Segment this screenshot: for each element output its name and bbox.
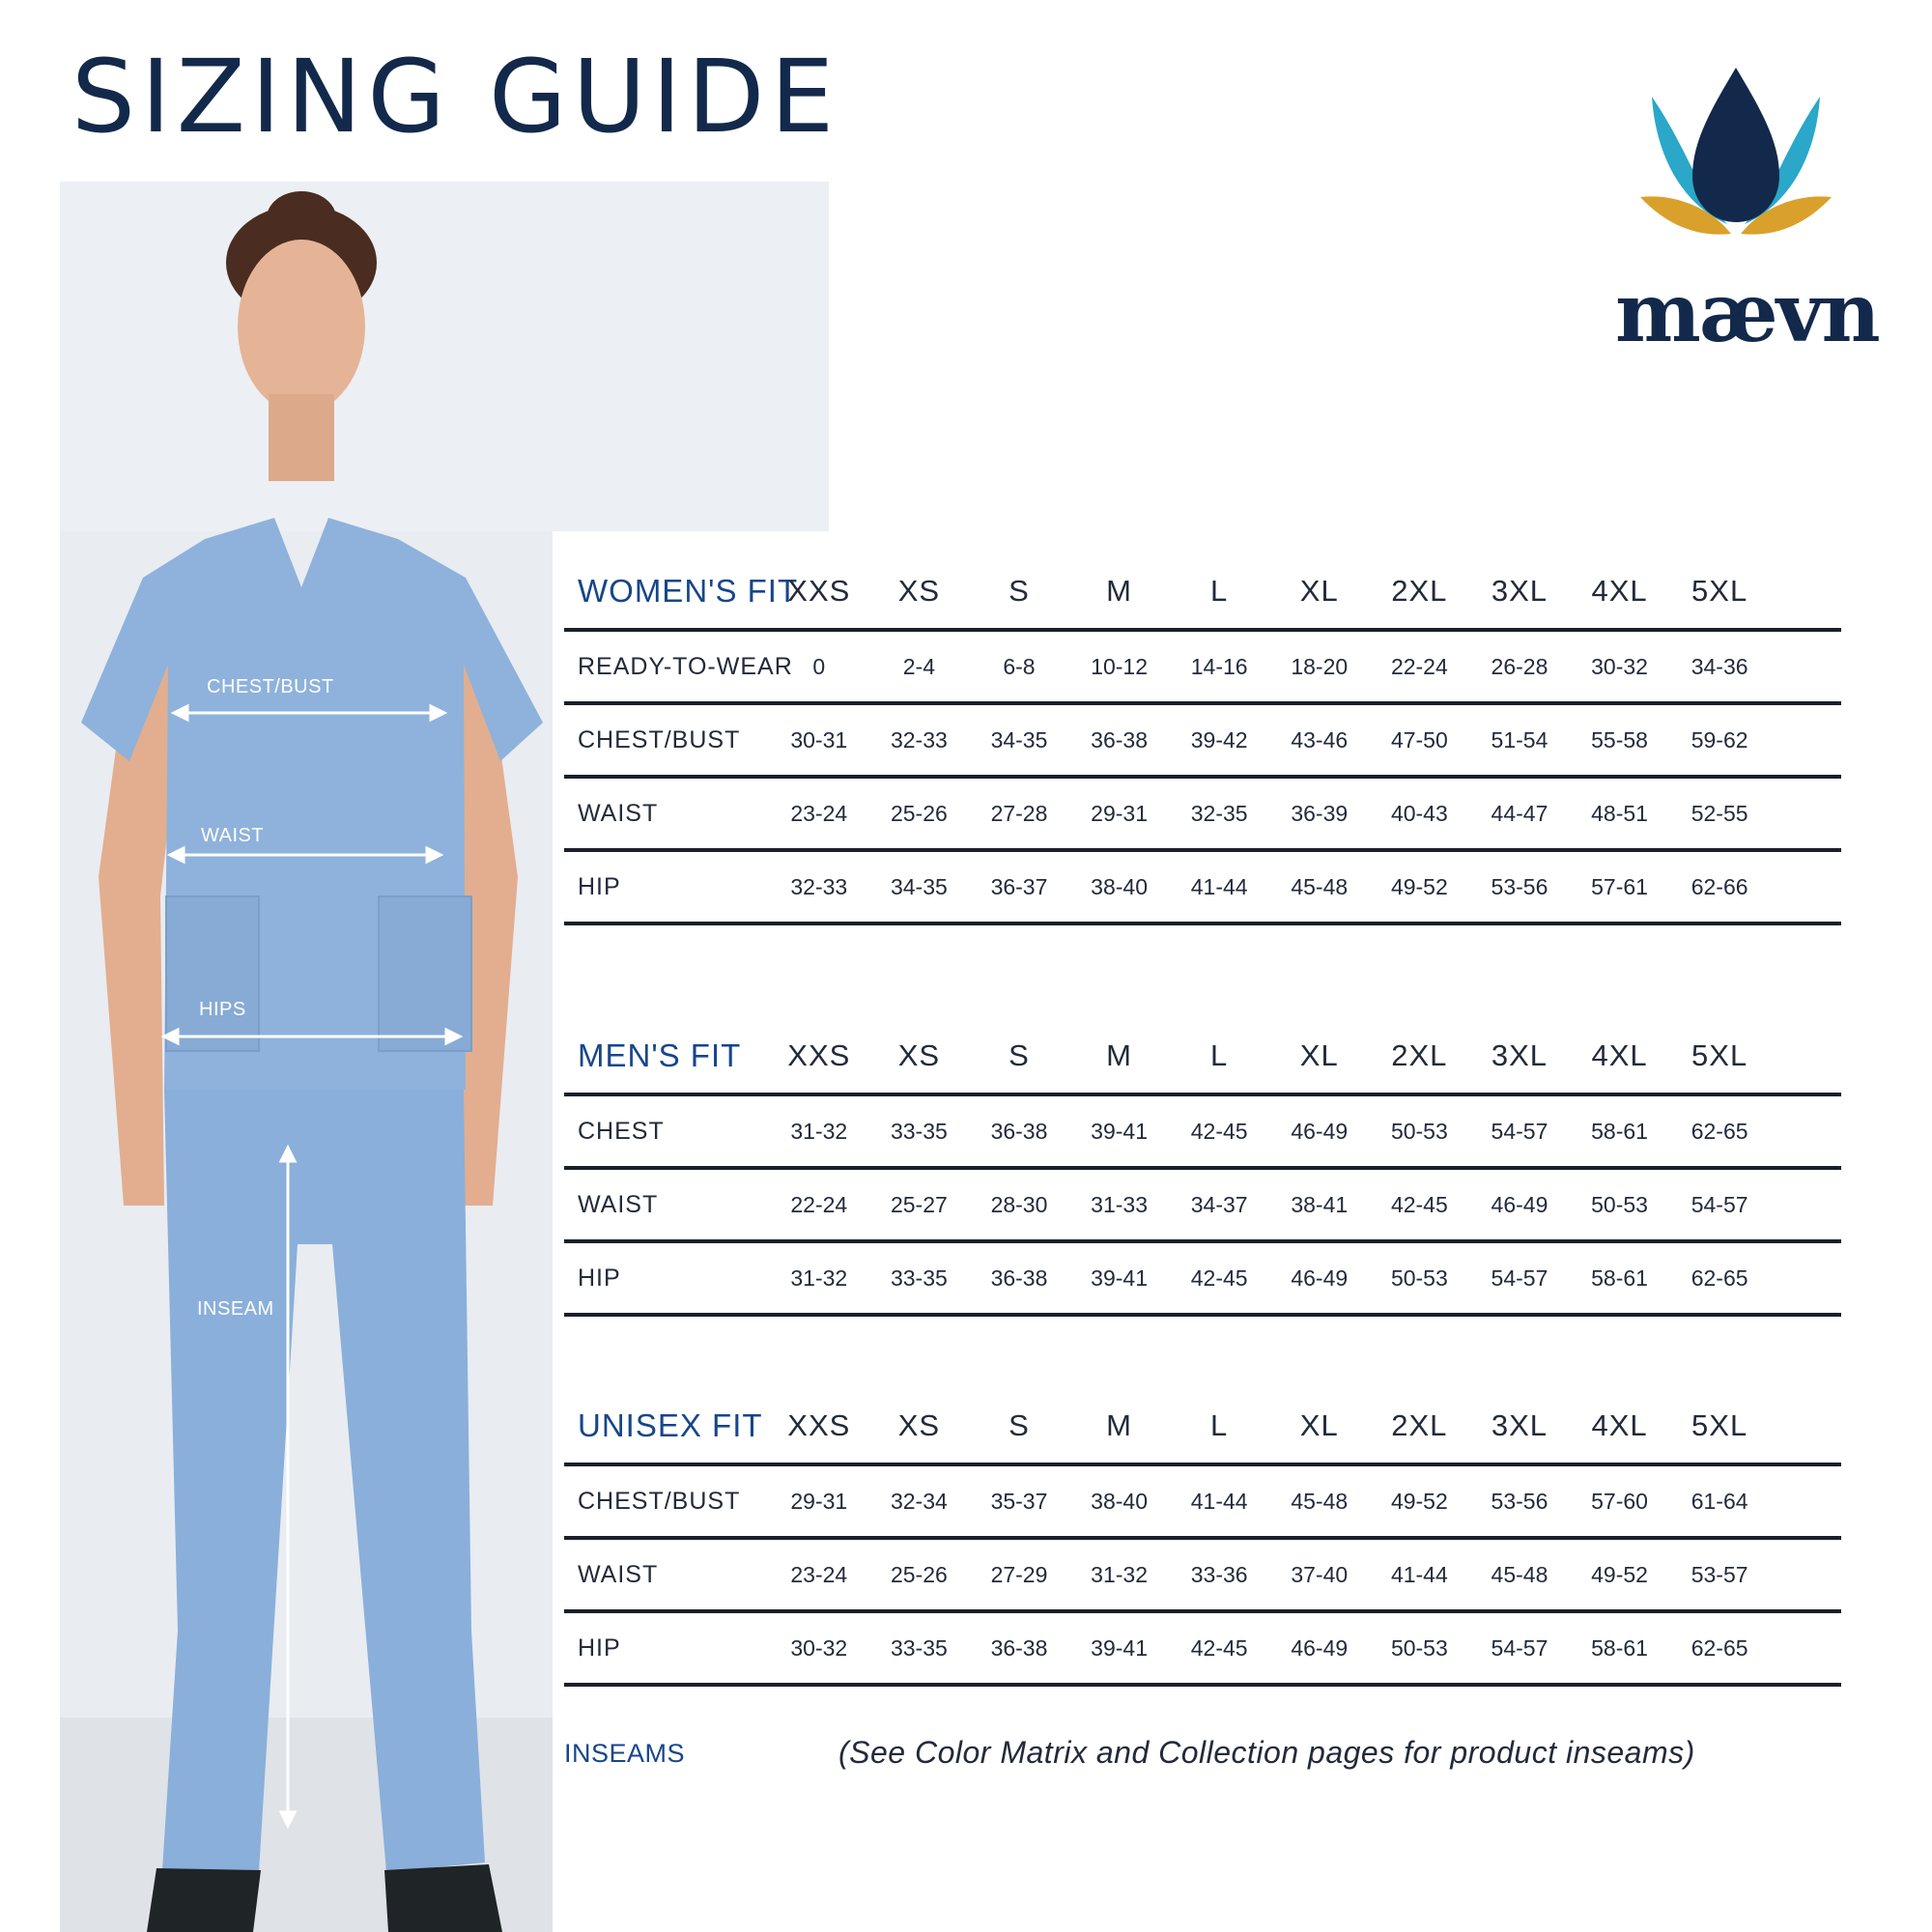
table-cell: 46-49	[1291, 1264, 1349, 1291]
table-cell: 42-45	[1190, 1118, 1248, 1144]
size-header-cell: 2XL	[1391, 1038, 1448, 1072]
table-cell: 36-37	[990, 873, 1048, 899]
table-cell: 36-38	[1091, 726, 1148, 753]
size-header-cell: XXS	[787, 574, 851, 608]
table-cell: 34-35	[990, 726, 1048, 753]
size-header-cell: S	[1009, 574, 1030, 608]
size-header-cell: 2XL	[1391, 574, 1448, 608]
table-cell: 26-28	[1491, 653, 1548, 679]
table-cell: 36-38	[990, 1118, 1048, 1144]
table-row	[564, 1540, 1841, 1613]
table-cell: 38-40	[1091, 873, 1148, 899]
table-cell: 57-61	[1591, 873, 1648, 899]
table-cell: 42-45	[1190, 1264, 1248, 1291]
table-cell: 44-47	[1491, 800, 1548, 826]
table-cell: 35-37	[990, 1488, 1048, 1514]
table-cell: 14-16	[1190, 653, 1248, 679]
table-cell: 22-24	[1390, 653, 1448, 679]
row-label: READY-TO-WEAR	[578, 652, 793, 680]
table-cell: 34-36	[1690, 653, 1748, 679]
table-cell: 53-56	[1491, 1488, 1548, 1514]
table-cell: 46-49	[1291, 1118, 1349, 1144]
size-header-cell: 4XL	[1591, 1038, 1648, 1072]
table-cell: 45-48	[1291, 1488, 1349, 1514]
table-cell: 33-35	[890, 1264, 948, 1291]
row-values	[769, 874, 1770, 900]
table-cell: 45-48	[1491, 1561, 1548, 1587]
table-cell: 41-44	[1390, 1561, 1448, 1587]
table-cell: 2-4	[902, 653, 936, 679]
table-header-row	[564, 554, 1841, 632]
size-header-cell: S	[1009, 1408, 1030, 1442]
table-cell: 25-26	[890, 1561, 948, 1587]
table-cell: 32-33	[890, 726, 948, 753]
row-values	[769, 1192, 1770, 1218]
table-cell: 49-52	[1591, 1561, 1648, 1587]
table-cell: 46-49	[1291, 1634, 1349, 1661]
table-cell: 45-48	[1291, 873, 1349, 899]
row-values	[769, 1119, 1770, 1145]
size-header-cell: XXS	[787, 1038, 851, 1072]
model-photo	[60, 182, 556, 1932]
size-header-cell: S	[1009, 1038, 1030, 1072]
table-cell: 6-8	[1003, 653, 1036, 679]
size-header-cell: XL	[1299, 1408, 1339, 1442]
row-label: HIP	[578, 1264, 621, 1292]
size-header-cell: XS	[897, 1408, 941, 1442]
table-cell: 50-53	[1390, 1634, 1448, 1661]
table-cell: 36-39	[1291, 800, 1349, 826]
table-cell: 32-34	[890, 1488, 948, 1514]
table-cell: 27-28	[990, 800, 1048, 826]
table-row	[564, 1170, 1841, 1243]
table-cell: 31-32	[1091, 1561, 1148, 1587]
size-header-cell: 3XL	[1491, 1408, 1548, 1442]
size-headers	[769, 1038, 1770, 1073]
table-cell: 33-36	[1190, 1561, 1248, 1587]
table-row	[564, 1243, 1841, 1317]
table-cell: 54-57	[1690, 1191, 1748, 1217]
size-header-cell: M	[1106, 1408, 1132, 1442]
table-cell: 58-61	[1591, 1264, 1648, 1291]
row-values	[769, 1489, 1770, 1515]
waist-measure-label: WAIST	[201, 825, 265, 846]
table-cell: 52-55	[1690, 800, 1748, 826]
table-cell: 38-40	[1091, 1488, 1148, 1514]
size-headers	[769, 574, 1770, 609]
table-cell: 29-31	[1091, 800, 1148, 826]
inseam-measure-label: INSEAM	[197, 1298, 274, 1320]
maevn-logo	[1615, 62, 1879, 360]
table-row	[564, 705, 1841, 779]
inseams-label: INSEAMS	[564, 1739, 686, 1768]
table-row	[564, 779, 1841, 852]
row-label: CHEST/BUST	[578, 1487, 741, 1515]
row-label: WAIST	[578, 799, 659, 827]
table-cell: 39-42	[1190, 726, 1248, 753]
table-cell: 25-26	[890, 800, 948, 826]
size-header-cell: 3XL	[1491, 1038, 1548, 1072]
hips-measure-label: HIPS	[199, 999, 246, 1020]
table-cell: 50-53	[1390, 1264, 1448, 1291]
size-header-cell: M	[1106, 574, 1132, 608]
table-cell: 36-38	[990, 1264, 1048, 1291]
table-cell: 61-64	[1690, 1488, 1748, 1514]
size-header-cell: 4XL	[1591, 574, 1648, 608]
table-row	[564, 1613, 1841, 1687]
table-cell: 41-44	[1190, 1488, 1248, 1514]
table-cell: 34-35	[890, 873, 948, 899]
table-row	[564, 1466, 1841, 1540]
size-header-cell: M	[1106, 1038, 1132, 1072]
table-cell: 36-38	[990, 1634, 1048, 1661]
table-cell: 37-40	[1291, 1561, 1349, 1587]
size-header-cell: 5XL	[1691, 574, 1748, 608]
table-cell: 42-45	[1390, 1191, 1448, 1217]
size-header-cell: XL	[1299, 574, 1339, 608]
table-cell: 22-24	[790, 1191, 848, 1217]
table-cell: 25-27	[890, 1191, 948, 1217]
table-cell: 62-65	[1690, 1634, 1748, 1661]
row-values	[769, 1635, 1770, 1662]
table-cell: 30-31	[790, 726, 848, 753]
table-cell: 49-52	[1390, 873, 1448, 899]
table-cell: 42-45	[1190, 1634, 1248, 1661]
row-label: HIP	[578, 872, 621, 900]
size-header-cell: L	[1210, 574, 1229, 608]
table-cell: 39-41	[1091, 1264, 1148, 1291]
chest-bust-measure-label: CHEST/BUST	[207, 676, 334, 697]
table-cell: 10-12	[1091, 653, 1148, 679]
size-header-cell: XS	[897, 574, 941, 608]
table-cell: 41-44	[1190, 873, 1248, 899]
table-cell: 39-41	[1091, 1634, 1148, 1661]
row-label: CHEST	[578, 1117, 665, 1145]
table-cell: 46-49	[1491, 1191, 1548, 1217]
row-values	[769, 801, 1770, 827]
table-cell: 38-41	[1291, 1191, 1349, 1217]
table-cell: 32-35	[1190, 800, 1248, 826]
womens-fit-table	[564, 554, 1841, 925]
table-cell: 33-35	[890, 1634, 948, 1661]
table-cell: 54-57	[1491, 1634, 1548, 1661]
table-cell: 18-20	[1291, 653, 1349, 679]
table-cell: 33-35	[890, 1118, 948, 1144]
size-header-cell: 2XL	[1391, 1408, 1448, 1442]
table-cell: 32-33	[790, 873, 848, 899]
table-cell: 30-32	[790, 1634, 848, 1661]
page-title: SIZING GUIDE	[71, 38, 840, 156]
table-cell: 58-61	[1591, 1118, 1648, 1144]
table-cell: 50-53	[1390, 1118, 1448, 1144]
table-cell: 53-57	[1690, 1561, 1748, 1587]
table-cell: 57-60	[1591, 1488, 1648, 1514]
table-cell: 55-58	[1591, 726, 1648, 753]
table-title: MEN'S FIT	[578, 1037, 742, 1073]
table-cell: 31-32	[790, 1264, 848, 1291]
unisex-fit-table	[564, 1389, 1841, 1687]
lotus-icon	[1615, 62, 1857, 265]
table-cell: 54-57	[1491, 1118, 1548, 1144]
table-header-row	[564, 1389, 1841, 1466]
table-cell: 23-24	[790, 800, 848, 826]
row-values	[769, 727, 1770, 753]
row-values	[769, 1265, 1770, 1292]
table-cell: 40-43	[1390, 800, 1448, 826]
table-cell: 50-53	[1591, 1191, 1648, 1217]
table-cell: 23-24	[790, 1561, 848, 1587]
table-cell: 29-31	[790, 1488, 848, 1514]
table-cell: 58-61	[1591, 1634, 1648, 1661]
size-headers	[769, 1408, 1770, 1443]
size-header-cell: 3XL	[1491, 574, 1548, 608]
table-cell: 54-57	[1491, 1264, 1548, 1291]
mens-fit-table	[564, 1019, 1841, 1317]
table-cell: 62-65	[1690, 1118, 1748, 1144]
table-row	[564, 852, 1841, 925]
row-values	[769, 654, 1770, 680]
table-cell: 39-41	[1091, 1118, 1148, 1144]
size-header-cell: XL	[1299, 1038, 1339, 1072]
row-label: WAIST	[578, 1560, 659, 1588]
table-cell: 31-33	[1091, 1191, 1148, 1217]
size-header-cell: XXS	[787, 1408, 851, 1442]
table-cell: 27-29	[990, 1561, 1048, 1587]
row-label: WAIST	[578, 1190, 659, 1218]
table-cell: 34-37	[1190, 1191, 1248, 1217]
table-cell: 49-52	[1390, 1488, 1448, 1514]
table-cell: 62-66	[1690, 873, 1748, 899]
size-header-cell: L	[1210, 1408, 1229, 1442]
table-header-row	[564, 1019, 1841, 1096]
table-cell: 31-32	[790, 1118, 848, 1144]
brand-wordmark: mævn	[1615, 265, 1879, 360]
size-header-cell: 5XL	[1691, 1408, 1748, 1442]
row-label: CHEST/BUST	[578, 725, 741, 753]
table-cell: 62-65	[1690, 1264, 1748, 1291]
table-cell: 48-51	[1591, 800, 1648, 826]
size-header-cell: L	[1210, 1038, 1229, 1072]
inseams-note: (See Color Matrix and Collection pages for product inseams)	[838, 1735, 1695, 1770]
table-cell: 47-50	[1390, 726, 1448, 753]
table-row	[564, 632, 1841, 705]
table-cell: 59-62	[1690, 726, 1748, 753]
table-cell: 30-32	[1591, 653, 1648, 679]
size-header-cell: 5XL	[1691, 1038, 1748, 1072]
table-title: WOMEN'S FIT	[578, 573, 799, 609]
table-cell: 53-56	[1491, 873, 1548, 899]
size-header-cell: 4XL	[1591, 1408, 1648, 1442]
row-values	[769, 1562, 1770, 1588]
table-cell: 43-46	[1291, 726, 1349, 753]
table-row	[564, 1096, 1841, 1170]
size-header-cell: XS	[897, 1038, 941, 1072]
table-title: UNISEX FIT	[578, 1407, 763, 1443]
row-label: HIP	[578, 1634, 621, 1662]
table-cell: 0	[812, 653, 826, 679]
table-cell: 28-30	[990, 1191, 1048, 1217]
table-cell: 51-54	[1491, 726, 1548, 753]
